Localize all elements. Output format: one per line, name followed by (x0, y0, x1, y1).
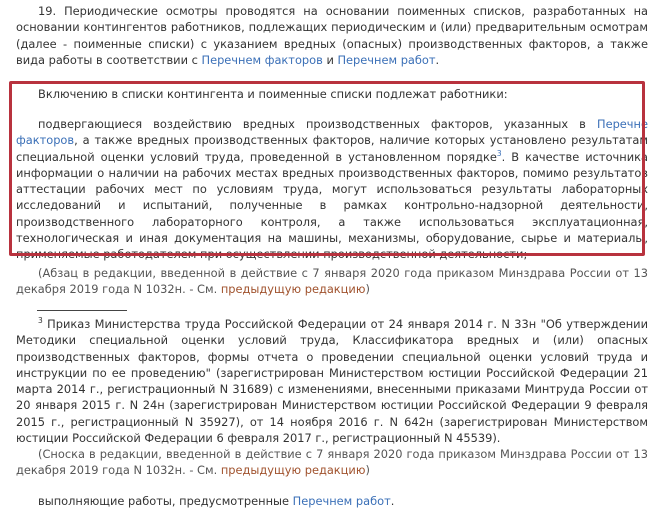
inclusion-intro-text: Включению в списки контингента и поименные списки подлежат работники: (38, 87, 508, 101)
link-factors-list-2[interactable]: Перечне факторов (16, 117, 648, 148)
link-factors-list[interactable]: Перечнем факторов (201, 52, 323, 67)
paragraph-19-end: . (435, 52, 440, 67)
paragraph-19-conj: и (322, 52, 338, 67)
highlighted-paragraph (16, 116, 648, 263)
highlighted-text-2: , а также вредных производственных факторов, наличие которых установлено результатам специальной оценки условий труда, проведенной в установленном порядке (16, 133, 648, 164)
footnote-text: Приказ Министерства труда Российской Федерации от 24 января 2014 г. N 33н "Об утверждении Методики специальной оценки условий труда, Классификатора вредных и (или) опасных производственных факторов, формы отчета о проведении специальной оценки условий труда и инструкции по ее проведению" (зарегистрирован Министерством юстиции Российской Федерации 21 марта 2014 г., регистрационный N 31689) с изменениями, внесенными приказами Минтруда России от 20 января 2015 г. N 24н (зарегистрирован Министерством юстиции Российской Федерации 9 февраля 2015 г., регистрационный N 35927), от 14 ноября 2016 г. N 642н (зарегистрирован Министерством юстиции Российской Федерации 6 февраля 2017 г., регистрационный N 45539). (16, 317, 648, 446)
edition-note-1 (16, 265, 648, 298)
edition-note-2-text: (Сноска в редакции, введенной в действие с 7 января 2020 года приказом Минздрава России от 13 декабря 2019 года N 1032н. - См. (16, 447, 648, 478)
edition-note-2 (16, 446, 648, 479)
last-paragraph-text: выполняющие работы, предусмотренные (38, 494, 293, 508)
paragraph-19 (16, 3, 648, 68)
edition-note-1-text: (Абзац в редакции, введенной в действие с 7 января 2020 года приказом Минздрава России от 13 декабря 2019 года N 1032н. - См. (16, 266, 648, 297)
footnote-ref-3[interactable]: 3 (496, 148, 502, 158)
highlighted-text-1: подвергающиеся воздействию вредных производственных факторов, указанных в (38, 117, 597, 131)
inclusion-intro (16, 86, 648, 102)
link-previous-edition-2[interactable]: предыдущую редакцию (220, 463, 366, 478)
link-works-list-2[interactable]: Перечнем работ (292, 494, 391, 508)
link-works-list[interactable]: Перечнем работ (337, 52, 436, 67)
edition-note-2-end: ) (365, 463, 370, 478)
last-paragraph (16, 493, 648, 509)
footnote-marker: 3 (38, 316, 43, 326)
link-previous-edition-1[interactable]: предыдущую редакцию (220, 282, 366, 297)
footnote-3 (16, 316, 648, 446)
footnote-separator (37, 310, 127, 311)
last-paragraph-end: . (390, 494, 395, 508)
paragraph-19-text: 19. Периодические осмотры проводятся на основании поименных списков, разработанных на основании контингентов работников, подлежащих периодическим и (или) предварительным осмотрам (далее - поименные списки) с указанием вредных (опасных) производственных факторов, а также вида работы в соответствии с (16, 4, 648, 67)
edition-note-1-end: ) (365, 282, 370, 297)
highlighted-text-3: . В качестве источника информации о наличии на рабочих местах вредных производственных факторов, помимо результатов аттестации рабочих мест по условиям труда, могут использоваться результаты лабораторных исследований и испытаний, полученные в рамках контрольно-надзорной деятельности, производственного лабораторного контроля, а также использоваться эксплуатационная, технологическая и иная документация на машины, механизмы, оборудование, сырье и материалы, применяемые работодателем при осуществлении производственной деятельности; (16, 149, 648, 262)
